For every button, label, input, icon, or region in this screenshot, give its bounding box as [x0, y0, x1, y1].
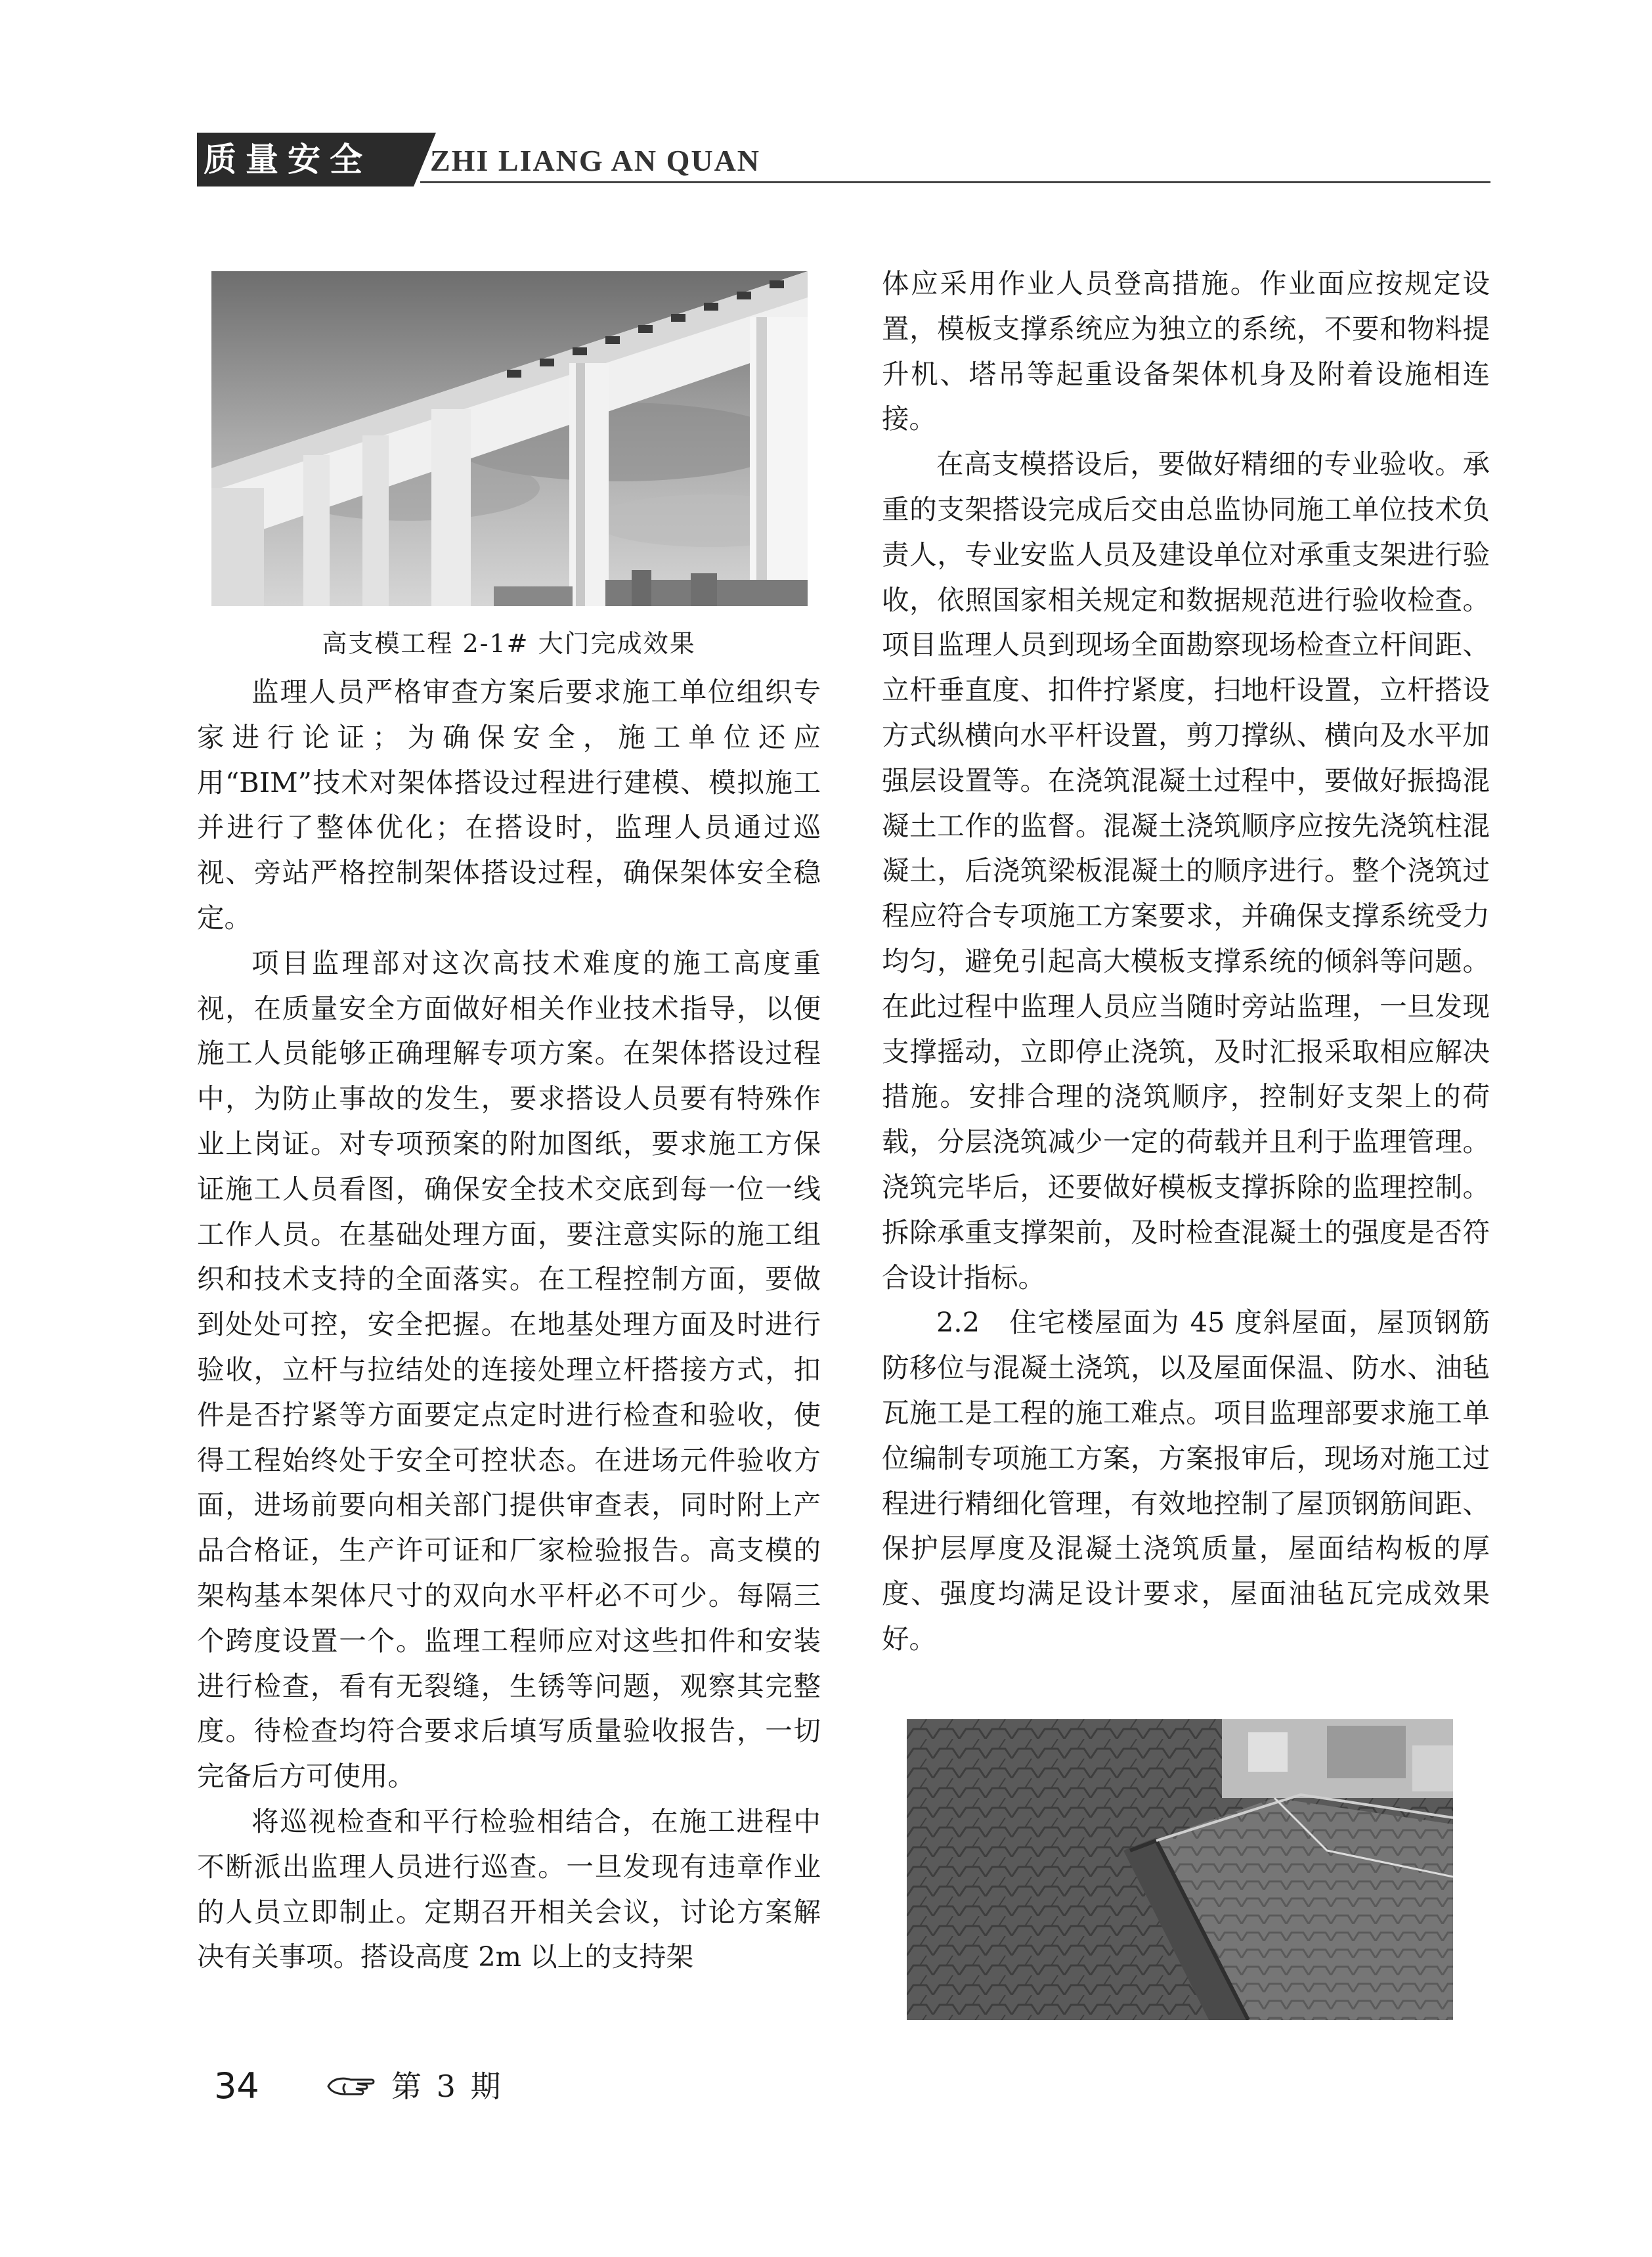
paragraph: 监理人员严格审查方案后要求施工单位组织专家进行论证；为确保安全，施工单位还应用“BIM”技术对架体搭设过程进行建模、模拟施工并进行了整体优化；在搭设时，监理人员通过巡视、旁站严格控制架体搭设过程，确保架体安全稳定。 [197, 676, 821, 934]
paragraph: 体应采用作业人员登高措施。作业面应按规定设置，模板支撑系统应为独立的系统，不要和物料提升机、塔吊等起重设备架体机身及附着设施相连接。 [882, 267, 1490, 435]
paragraph: 2.2 住宅楼屋面为 45 度斜屋面，屋顶钢筋防移位与混凝土浇筑，以及屋面保温、防水、油毡瓦施工是工程的施工难点。项目监理部要求施工单位编制专项施工方案，方案报审后，现场对施工过程进行精细化管理，有效地控制了屋顶钢筋间距、保护层厚度及混凝土浇筑质量，屋面结构板的厚度、强度均满足设计要求，屋面油毡瓦完成效果好。 [882, 1306, 1490, 1655]
roof-photo [907, 1719, 1453, 2020]
paragraph: 在高支模搭设后，要做好精细的专业验收。承重的支架搭设完成后交由总监协同施工单位技术负责人，专业安监人员及建设单位对承重支架进行验收，依照国家相关规定和数据规范进行验收检查。项目监理人员到现场全面勘察现场检查立杆间距、立杆垂直度、扣件拧紧度，扫地杆设置，立杆搭设方式纵横向水平杆设置，剪刀撑纵、横向及水平加强层设置等。在浇筑混凝土过程中，要做好振捣混凝土工作的监督。混凝土浇筑顺序应按先浇筑柱混凝土，后浇筑梁板混凝土的顺序进行。整个浇筑过程应符合专项施工方案要求，并确保支撑系统受力均匀，避免引起高大模板支撑系统的倾斜等问题。在此过程中监理人员应当随时旁站监理，一旦发现支撑摇动，立即停止浇筑，及时汇报采取相应解决措施。安排合理的浇筑顺序，控制好支架上的荷载，分层浇筑减少一定的荷载并且利于监理管理。浇筑完毕后，还要做好模板支撑拆除的监理控制。拆除承重支撑架前，及时检查混凝土的强度是否符合设计指标。 [882, 448, 1490, 1294]
section-title: 质量安全 [204, 141, 372, 179]
header-rule [420, 181, 1490, 183]
left-column [197, 670, 821, 1980]
section-pinyin: ZHI LIANG AN QUAN [430, 144, 761, 177]
page-number: 34 [214, 2065, 259, 2107]
gate-photo [211, 271, 808, 606]
right-column [882, 261, 1490, 1662]
gate-photo-caption: 高支模工程 2-1# 大门完成效果 [322, 629, 696, 658]
paragraph: 项目监理部对这次高技术难度的施工高度重视，在质量安全方面做好相关作业技术指导，以便施工人员能够正确理解专项方案。在架体搭设过程中，为防止事故的发生，要求搭设人员要有特殊作业上岗证。对专项预案的附加图纸，要求施工方保证施工人员看图，确保安全技术交底到每一位一线工作人员。在基础处理方面，要注意实际的施工组织和技术支持的全面落实。在工程控制方面，要做到处处可控，安全把握。在地基处理方面及时进行验收，立杆与拉结处的连接处理立杆搭接方式，扣件是否拧紧等方面要定点定时进行检查和验收，使得工程始终处于安全可控状态。在进场元件验收方面，进场前要向相关部门提供审查表，同时附上产品合格证，生产许可证和厂家检验报告。高支模的架构基本架体尺寸的双向水平杆必不可少。每隔三个跨度设置一个。监理工程师应对这些扣件和安装进行检查，看有无裂缝，生锈等问题，观察其完整度。待检查均符合要求后填写质量验收报告，一切完备后方可使用。 [197, 946, 821, 1793]
hand-pointer-icon [326, 2073, 376, 2099]
paragraph: 将巡视检查和平行检验相结合，在施工进程中不断派出监理人员进行巡查。一旦发现有违章作业的人员立即制止。定期召开相关会议，讨论方案解决有关事项。搭设高度 2m 以上的支持架 [197, 1805, 821, 1973]
issue-number: 第 3 期 [391, 2069, 504, 2104]
